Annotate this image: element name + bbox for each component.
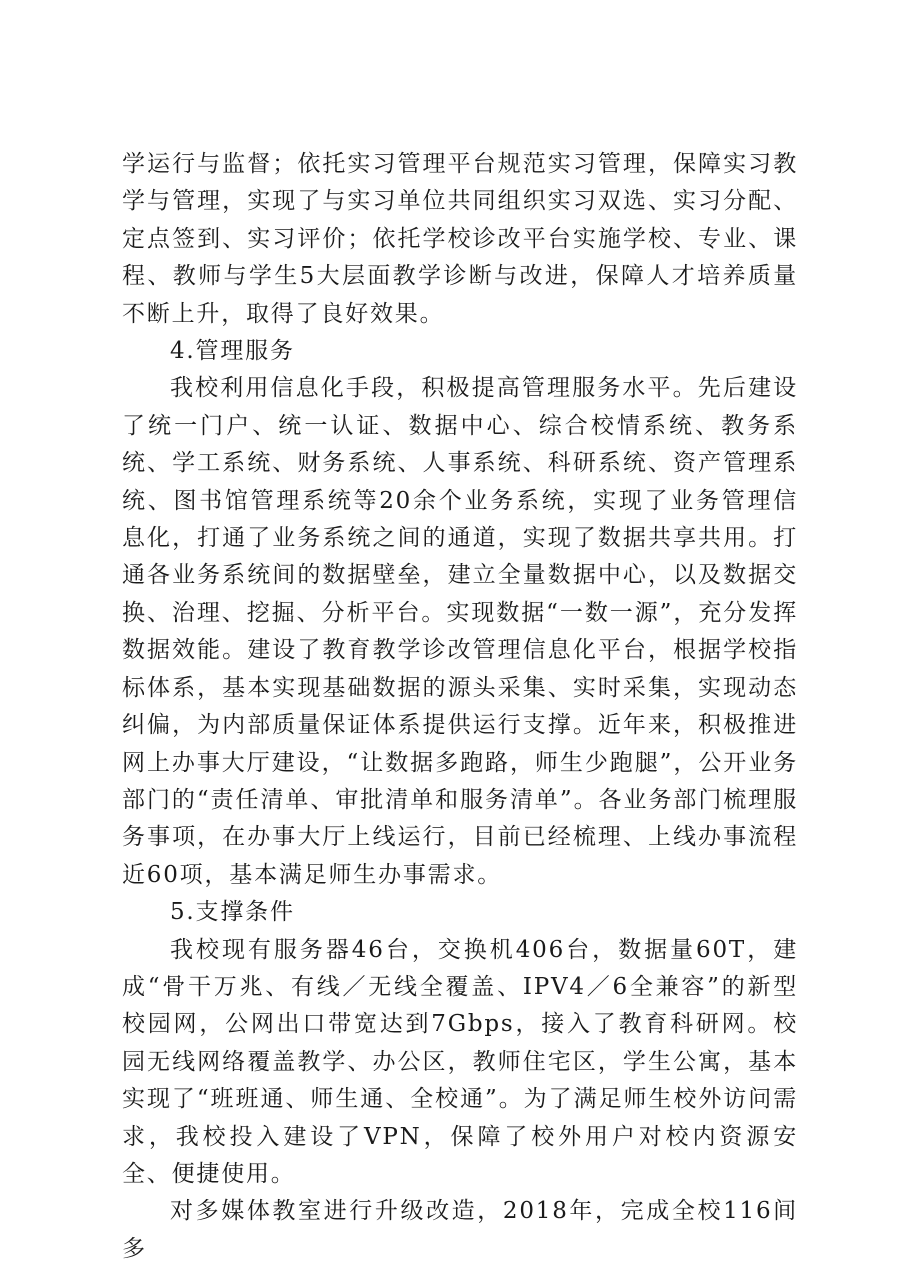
- paragraph-management-service: 我校利用信息化手段，积极提高管理服务水平。先后建设了统一门户、统一认证、数据中心、综合校情系统、教务系统、学工系统、财务系统、人事系统、科研系统、资产管理系统、图书馆管理系统等20余个业务系统，实现了业务管理信息化，打通了业务系统之间的通道，实现了数据共享共用。打通各业务系统间的数据壁垒，建立全量数据中心，以及数据交换、治理、挖掘、分析平台。实现数据“一数一源”，充分发挥数据效能。建设了教育教学诊改管理信息化平台，根据学校指标体系，基本实现基础数据的源头采集、实时采集，实现动态纠偏，为内部质量保证体系提供运行支撑。近年来，积极推进网上办事大厅建设，“让数据多跑路，师生少跑腿”，公开业务部门的“责任清单、审批清单和服务清单”。各业务部门梳理服务事项，在办事大厅上线运行，目前已经梳理、上线办事流程近60项，基本满足师生办事需求。: [122, 375, 798, 888]
- section-heading-support-conditions: 5.支撑条件: [170, 899, 295, 926]
- paragraph-multimedia-classrooms: 对多媒体教室进行升级改造，2018年，完成全校116间多: [122, 1198, 798, 1262]
- paragraph-continuation: 学运行与监督；依托实习管理平台规范实习管理，保障实习教学与管理，实现了与实习单位共同组织实习双选、实习分配、定点签到、实习评价；依托学校诊改平台实施学校、专业、课程、教师与学生5大层面教学诊断与改进，保障人才培养质量不断上升，取得了良好效果。: [122, 151, 798, 327]
- section-heading-management-service: 4.管理服务: [170, 338, 295, 365]
- paragraph-support-conditions: 我校现有服务器46台，交换机406台，数据量60T，建成“骨干万兆、有线／无线全覆盖、IPV4／6全兼容”的新型校园网，公网出口带宽达到7Gbps，接入了教育科研网。校园无线网络覆盖教学、办公区，教师住宅区，学生公寓，基本实现了“班班通、师生通、全校通”。为了满足师生校外访问需求，我校投入建设了VPN，保障了校外用户对校内资源安全、便捷使用。: [122, 936, 798, 1187]
- document-body: [122, 146, 798, 1268]
